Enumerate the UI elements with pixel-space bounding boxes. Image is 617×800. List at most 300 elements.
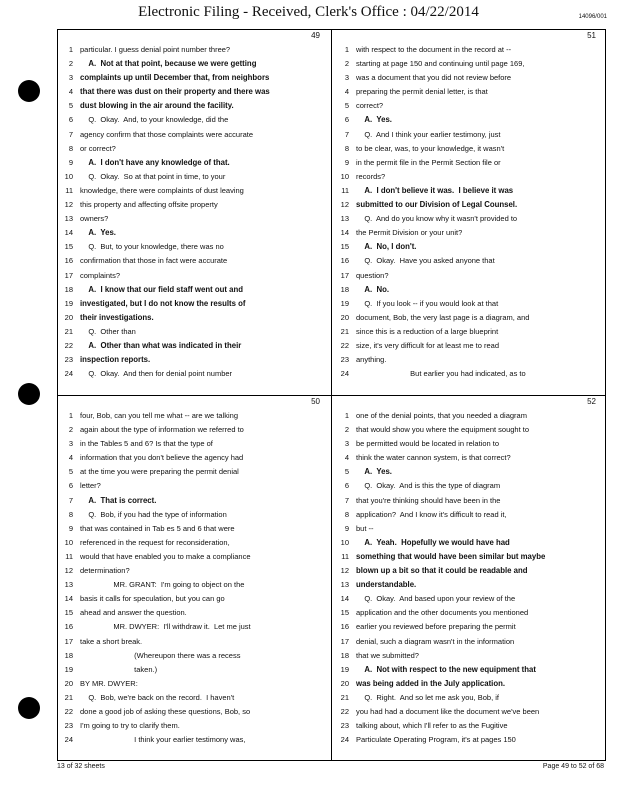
line-number: 13: [64, 580, 73, 590]
answer-text: was being added in the July application.: [356, 678, 506, 688]
answer-text: blown up a bit so that it could be readable and: [356, 566, 528, 576]
transcript-line: [336, 550, 602, 564]
line-number: 15: [64, 608, 73, 618]
transcript-line: [336, 649, 602, 663]
page-range: Page 49 to 52 of 68: [542, 763, 604, 770]
transcript-line: [336, 184, 602, 198]
transcript-line: [336, 508, 602, 522]
transcript-line: [60, 494, 326, 508]
line-number: 8: [344, 143, 349, 153]
line-number: 16: [340, 622, 349, 632]
line-number: 18: [340, 650, 349, 660]
line-number: 20: [340, 678, 349, 688]
line-number: 6: [68, 115, 73, 125]
line-text: Particulate Operating Program, it's at pages 150: [356, 735, 516, 745]
transcript-line: [60, 649, 326, 663]
transcript-line: [60, 254, 326, 268]
line-number: 7: [68, 495, 73, 505]
transcript-line: [60, 691, 326, 705]
transcript-page: [336, 30, 602, 390]
transcript-line: [336, 620, 602, 634]
line-number: 19: [64, 298, 73, 308]
line-text: particular. I guess denial point number three?: [80, 45, 231, 54]
filing-header: Electronic Filing - Received, Clerk's Office : 04/22/2014: [138, 4, 479, 20]
line-text: preparing the permit denial letter, is that: [356, 87, 488, 97]
line-text: document, Bob, the very last page is a diagram, and: [356, 312, 530, 322]
line-number: 7: [344, 495, 349, 505]
line-number: 2: [344, 59, 349, 69]
transcript-line: [336, 57, 602, 71]
line-text: that we submitted?: [356, 650, 419, 660]
line-text: but --: [356, 523, 374, 533]
line-number: 24: [64, 369, 73, 379]
transcript-line: [60, 297, 326, 311]
transcript-line: [60, 451, 326, 465]
transcript-page: [60, 30, 326, 390]
line-text: owners?: [80, 214, 109, 224]
punch-hole-icon: [18, 80, 40, 102]
line-number: 11: [65, 185, 73, 195]
line-text: to be clear, was, to your knowledge, it wasn't: [356, 143, 505, 153]
line-text: starting at page 150 and continuing until page 169,: [356, 59, 525, 69]
line-number: 20: [64, 678, 73, 688]
line-text: Q. But, to your knowledge, there was no: [80, 242, 224, 252]
transcript-line: [336, 606, 602, 620]
line-text: that was contained in Tab es 5 and 6 that were: [80, 523, 235, 533]
answer-text: investigated, but I do not know the results of: [80, 298, 246, 308]
line-number: 18: [64, 284, 73, 294]
answer-text: something that would have been similar but maybe: [356, 551, 546, 561]
transcript-line: [60, 620, 326, 634]
line-text: Q. And do you know why it wasn't provided to: [356, 214, 518, 224]
line-number: 22: [64, 340, 73, 350]
line-text: question?: [356, 270, 389, 280]
line-number: 24: [340, 735, 349, 745]
line-list: [336, 409, 602, 747]
line-number: 5: [68, 467, 73, 477]
line-number: 15: [340, 242, 349, 252]
answer-text: A. Yes.: [356, 115, 392, 125]
line-text: Q. Right. And so let me ask you, Bob, if: [356, 692, 499, 702]
line-text: I'm going to try to clarify them.: [80, 721, 180, 731]
transcript-line: [60, 170, 326, 184]
line-text: one of the denial points, that you needed a diagram: [356, 411, 527, 420]
transcript-page: [336, 396, 602, 756]
answer-text: that there was dust on their property and there was: [80, 87, 270, 97]
line-number: 8: [344, 509, 349, 519]
transcript-line: [336, 71, 602, 85]
transcript-line: [60, 606, 326, 620]
transcript-line: [60, 184, 326, 198]
transcript-line: [60, 550, 326, 564]
line-number: 16: [64, 622, 73, 632]
line-number: 4: [68, 453, 73, 463]
line-number: 15: [64, 242, 73, 252]
transcript-line: [336, 128, 602, 142]
transcript-line: [336, 353, 602, 367]
line-number: 13: [340, 214, 349, 224]
line-number: 14: [340, 228, 349, 238]
transcript-line: [60, 705, 326, 719]
line-number: 21: [340, 326, 349, 336]
line-number: 10: [340, 171, 349, 181]
line-text: or correct?: [80, 143, 116, 153]
line-number: 3: [68, 439, 73, 449]
transcript-line: [336, 311, 602, 325]
transcript-line: [336, 536, 602, 550]
line-number: 9: [68, 157, 73, 167]
transcript-line: [336, 479, 602, 493]
line-number: 9: [344, 157, 349, 167]
transcript-line: [336, 465, 602, 479]
transcript-line: [60, 198, 326, 212]
transcript-line: [336, 451, 602, 465]
line-text: denial, such a diagram wasn't in the information: [356, 636, 515, 646]
line-text: Q. Other than: [80, 326, 136, 336]
line-text: taken.): [80, 664, 158, 674]
answer-text: understandable.: [356, 580, 417, 590]
answer-text: A. No, I don't.: [356, 242, 417, 252]
line-text: talking about, which I'll refer to as the Fugitive: [356, 721, 508, 731]
line-text: I think your earlier testimony was,: [80, 735, 246, 745]
transcript-line: [60, 536, 326, 550]
line-number: 9: [68, 523, 73, 533]
line-text: application and the other documents you mentioned: [356, 608, 529, 618]
transcript-line: [336, 691, 602, 705]
line-text: Q. Okay. And then for denial point number: [80, 369, 233, 379]
transcript-line: [336, 409, 602, 423]
line-text: information that you don't believe the agency had: [80, 453, 244, 463]
line-text: Q. Okay. Have you asked anyone that: [356, 256, 495, 266]
line-number: 6: [344, 115, 349, 125]
line-text: the Permit Division or your unit?: [356, 228, 463, 238]
transcript-line: [336, 283, 602, 297]
line-number: 11: [65, 551, 73, 561]
transcript-line: [336, 297, 602, 311]
transcript-line: [60, 733, 326, 747]
line-number: 3: [344, 73, 349, 83]
line-number: 2: [344, 425, 349, 435]
line-text: anything.: [356, 355, 387, 365]
transcript-line: [60, 311, 326, 325]
line-number: 5: [344, 467, 349, 477]
line-text: But earlier you had indicated, as to: [356, 369, 526, 379]
transcript-line: [60, 578, 326, 592]
line-text: Q. Bob, if you had the type of information: [80, 509, 227, 519]
line-text: that would show you where the equipment sought to: [356, 425, 530, 435]
answer-text: their investigations.: [80, 312, 154, 322]
transcript-line: [60, 437, 326, 451]
line-number: 19: [64, 664, 73, 674]
transcript-line: [60, 719, 326, 733]
transcript-line: [60, 142, 326, 156]
transcript-line: [336, 705, 602, 719]
transcript-line: [336, 269, 602, 283]
line-text: again about the type of information we referred to: [80, 425, 244, 435]
transcript-line: [60, 325, 326, 339]
line-number: 6: [68, 481, 73, 491]
transcript-line: [60, 465, 326, 479]
transcript-line: [60, 128, 326, 142]
transcript-line: [60, 635, 326, 649]
line-number: 22: [340, 706, 349, 716]
line-number: 7: [68, 129, 73, 139]
line-number: 10: [340, 537, 349, 547]
line-text: letter?: [80, 481, 101, 491]
line-text: in the permit file in the Permit Section file or: [356, 157, 501, 167]
line-number: 4: [344, 453, 349, 463]
answer-text: A. Not with respect to the new equipment that: [356, 664, 536, 674]
transcript-line: [60, 99, 326, 113]
line-number: 5: [68, 101, 73, 111]
line-number: 23: [64, 355, 73, 365]
line-number: 22: [64, 706, 73, 716]
line-text: would that have enabled you to make a compliance: [80, 551, 251, 561]
line-number: 17: [64, 270, 73, 280]
transcript-line: [336, 170, 602, 184]
line-text: this property and affecting offsite property: [80, 200, 218, 210]
answer-text: A. Yes.: [356, 467, 392, 477]
transcript-line: [60, 57, 326, 71]
line-number: 12: [340, 200, 349, 210]
line-text: be permitted would be located in relation to: [356, 439, 500, 449]
page-number: 49: [311, 31, 320, 40]
transcript-line: [336, 564, 602, 578]
line-number: 7: [344, 129, 349, 139]
line-text: BY MR. DWYER:: [80, 678, 138, 688]
line-number: 23: [340, 355, 349, 365]
line-text: records?: [356, 171, 386, 181]
transcript-line: [60, 269, 326, 283]
line-text: Q. If you look -- if you would look at that: [356, 298, 499, 308]
transcript-line: [60, 226, 326, 240]
line-number: 11: [341, 551, 349, 561]
transcript-line: [336, 156, 602, 170]
transcript-line: [336, 142, 602, 156]
line-number: 17: [340, 636, 349, 646]
line-number: 1: [68, 45, 73, 54]
line-number: 23: [64, 721, 73, 731]
line-number: 19: [340, 298, 349, 308]
transcript-line: [336, 240, 602, 254]
line-text: Q. Okay. And based upon your review of the: [356, 594, 516, 604]
line-text: Q. Okay. And is this the type of diagram: [356, 481, 501, 491]
line-number: 2: [68, 425, 73, 435]
transcript-line: [60, 409, 326, 423]
line-number: 17: [340, 270, 349, 280]
transcript-line: [60, 592, 326, 606]
page-number: 52: [587, 397, 596, 406]
line-number: 22: [340, 340, 349, 350]
answer-text: A. I know that our field staff went out and: [80, 284, 244, 294]
transcript-line: [336, 339, 602, 353]
transcript-line: [336, 226, 602, 240]
transcript-line: [336, 663, 602, 677]
line-number: 15: [340, 608, 349, 618]
line-number: 21: [64, 326, 73, 336]
line-text: take a short break.: [80, 636, 143, 646]
line-number: 16: [340, 256, 349, 266]
line-text: done a good job of asking these questions, Bob, so: [80, 706, 251, 716]
line-number: 1: [68, 411, 73, 420]
punch-hole-icon: [18, 697, 40, 719]
answer-text: A. Yeah. Hopefully we would have had: [356, 537, 510, 547]
line-number: 14: [64, 594, 73, 604]
line-text: complaints?: [80, 270, 121, 280]
answer-text: A. That is correct.: [80, 495, 157, 505]
transcript-line: [336, 719, 602, 733]
punch-hole-icon: [18, 383, 40, 405]
line-text: Q. Bob, we're back on the record. I haven't: [80, 692, 235, 702]
transcript-line: [336, 677, 602, 691]
line-text: earlier you reviewed before preparing the permit: [356, 622, 516, 632]
line-text: knowledge, there were complaints of dust leaving: [80, 185, 244, 195]
transcript-line: [60, 43, 326, 57]
line-number: 17: [64, 636, 73, 646]
transcript-line: [60, 367, 326, 381]
answer-text: A. No.: [356, 284, 390, 294]
answer-text: A. I don't believe it was. I believe it was: [356, 185, 514, 195]
transcript-line: [336, 85, 602, 99]
line-number: 12: [64, 566, 73, 576]
answer-text: A. Yes.: [80, 228, 116, 238]
transcript-line: [336, 635, 602, 649]
line-text: at the time you were preparing the permit denial: [80, 467, 239, 477]
line-text: confirmation that those in fact were accurate: [80, 256, 228, 266]
transcript-page: [60, 396, 326, 756]
answer-text: submitted to our Division of Legal Counsel.: [356, 200, 518, 210]
line-number: 12: [64, 200, 73, 210]
transcript-line: [60, 240, 326, 254]
line-number: 4: [68, 87, 73, 97]
line-number: 13: [64, 214, 73, 224]
transcript-line: [60, 663, 326, 677]
transcript-line: [60, 479, 326, 493]
line-number: 21: [64, 692, 73, 702]
transcript-line: [60, 508, 326, 522]
line-number: 20: [64, 312, 73, 322]
line-number: 10: [64, 537, 73, 547]
line-text: with respect to the document in the record at --: [356, 45, 512, 54]
line-number: 20: [340, 312, 349, 322]
line-text: four, Bob, can you tell me what -- are we talking: [80, 411, 238, 420]
page-number: 51: [587, 31, 596, 40]
transcript-line: [336, 733, 602, 747]
line-text: think the water cannon system, is that correct?: [356, 453, 511, 463]
line-number: 14: [64, 228, 73, 238]
line-text: correct?: [356, 101, 384, 111]
line-text: size, it's very difficult for at least me to read: [356, 340, 500, 350]
line-number: 24: [64, 735, 73, 745]
line-text: MR. DWYER: I'll withdraw it. Let me just: [80, 622, 251, 632]
line-text: agency confirm that those complaints were accurate: [80, 129, 254, 139]
line-number: 14: [340, 594, 349, 604]
transcript-line: [60, 212, 326, 226]
line-text: application? And I know it's difficult to read it,: [356, 509, 507, 519]
transcript-line: [336, 494, 602, 508]
transcript-line: [60, 85, 326, 99]
line-number: 4: [344, 87, 349, 97]
transcript-line: [60, 564, 326, 578]
answer-text: A. Not at that point, because we were getting: [80, 59, 257, 69]
line-number: 24: [340, 369, 349, 379]
transcript-line: [336, 578, 602, 592]
corner-mark: 14096/001: [578, 14, 607, 20]
line-number: 19: [340, 664, 349, 674]
answer-text: A. I don't have any knowledge of that.: [80, 157, 230, 167]
transcript-line: [60, 339, 326, 353]
line-number: 5: [344, 101, 349, 111]
answer-text: A. Other than what was indicated in their: [80, 340, 242, 350]
line-number: 3: [68, 73, 73, 83]
answer-text: complaints up until December that, from neighbors: [80, 73, 270, 83]
transcript-line: [336, 423, 602, 437]
line-number: 12: [340, 566, 349, 576]
line-text: basis it calls for speculation, but you can go: [80, 594, 225, 604]
line-number: 8: [68, 143, 73, 153]
line-number: 2: [68, 59, 73, 69]
line-number: 13: [340, 580, 349, 590]
line-text: MR. GRANT: I'm going to object on the: [80, 580, 245, 590]
answer-text: inspection reports.: [80, 355, 151, 365]
transcript-line: [60, 156, 326, 170]
line-number: 3: [344, 439, 349, 449]
answer-text: dust blowing in the air around the facility.: [80, 101, 234, 111]
page-number: 50: [311, 397, 320, 406]
line-text: referenced in the request for reconsideration,: [80, 537, 230, 547]
line-list: [60, 43, 326, 381]
transcript-line: [336, 437, 602, 451]
transcript-line: [336, 254, 602, 268]
line-number: 10: [64, 171, 73, 181]
line-text: determination?: [80, 566, 130, 576]
transcript-line: [60, 283, 326, 297]
transcript-line: [60, 71, 326, 85]
sheet-count: 13 of 32 sheets: [57, 763, 105, 770]
line-number: 21: [340, 692, 349, 702]
line-text: Q. And I think your earlier testimony, just: [356, 129, 501, 139]
line-text: (Whereupon there was a recess: [80, 650, 241, 660]
line-number: 9: [344, 523, 349, 533]
transcript-line: [60, 113, 326, 127]
transcript-line: [336, 522, 602, 536]
line-number: 6: [344, 481, 349, 491]
transcript-line: [336, 367, 602, 381]
transcript-line: [336, 99, 602, 113]
line-text: was a document that you did not review before: [356, 73, 512, 83]
transcript-sheet: [57, 29, 606, 761]
transcript-line: [60, 353, 326, 367]
line-text: that you're thinking should have been in the: [356, 495, 501, 505]
line-text: Q. Okay. And, to your knowledge, did the: [80, 115, 229, 125]
line-number: 8: [68, 509, 73, 519]
line-text: in the Tables 5 and 6? Is that the type of: [80, 439, 213, 449]
transcript-line: [336, 592, 602, 606]
transcript-line: [60, 677, 326, 691]
line-number: 11: [341, 185, 349, 195]
line-number: 16: [64, 256, 73, 266]
transcript-line: [336, 325, 602, 339]
line-text: you had had a document like the document we've been: [356, 706, 540, 716]
transcript-line: [336, 113, 602, 127]
line-number: 23: [340, 721, 349, 731]
line-list: [336, 43, 602, 381]
transcript-line: [336, 212, 602, 226]
line-text: Q. Okay. So at that point in time, to your: [80, 171, 226, 181]
line-list: [60, 409, 326, 747]
line-number: 18: [340, 284, 349, 294]
transcript-line: [60, 522, 326, 536]
